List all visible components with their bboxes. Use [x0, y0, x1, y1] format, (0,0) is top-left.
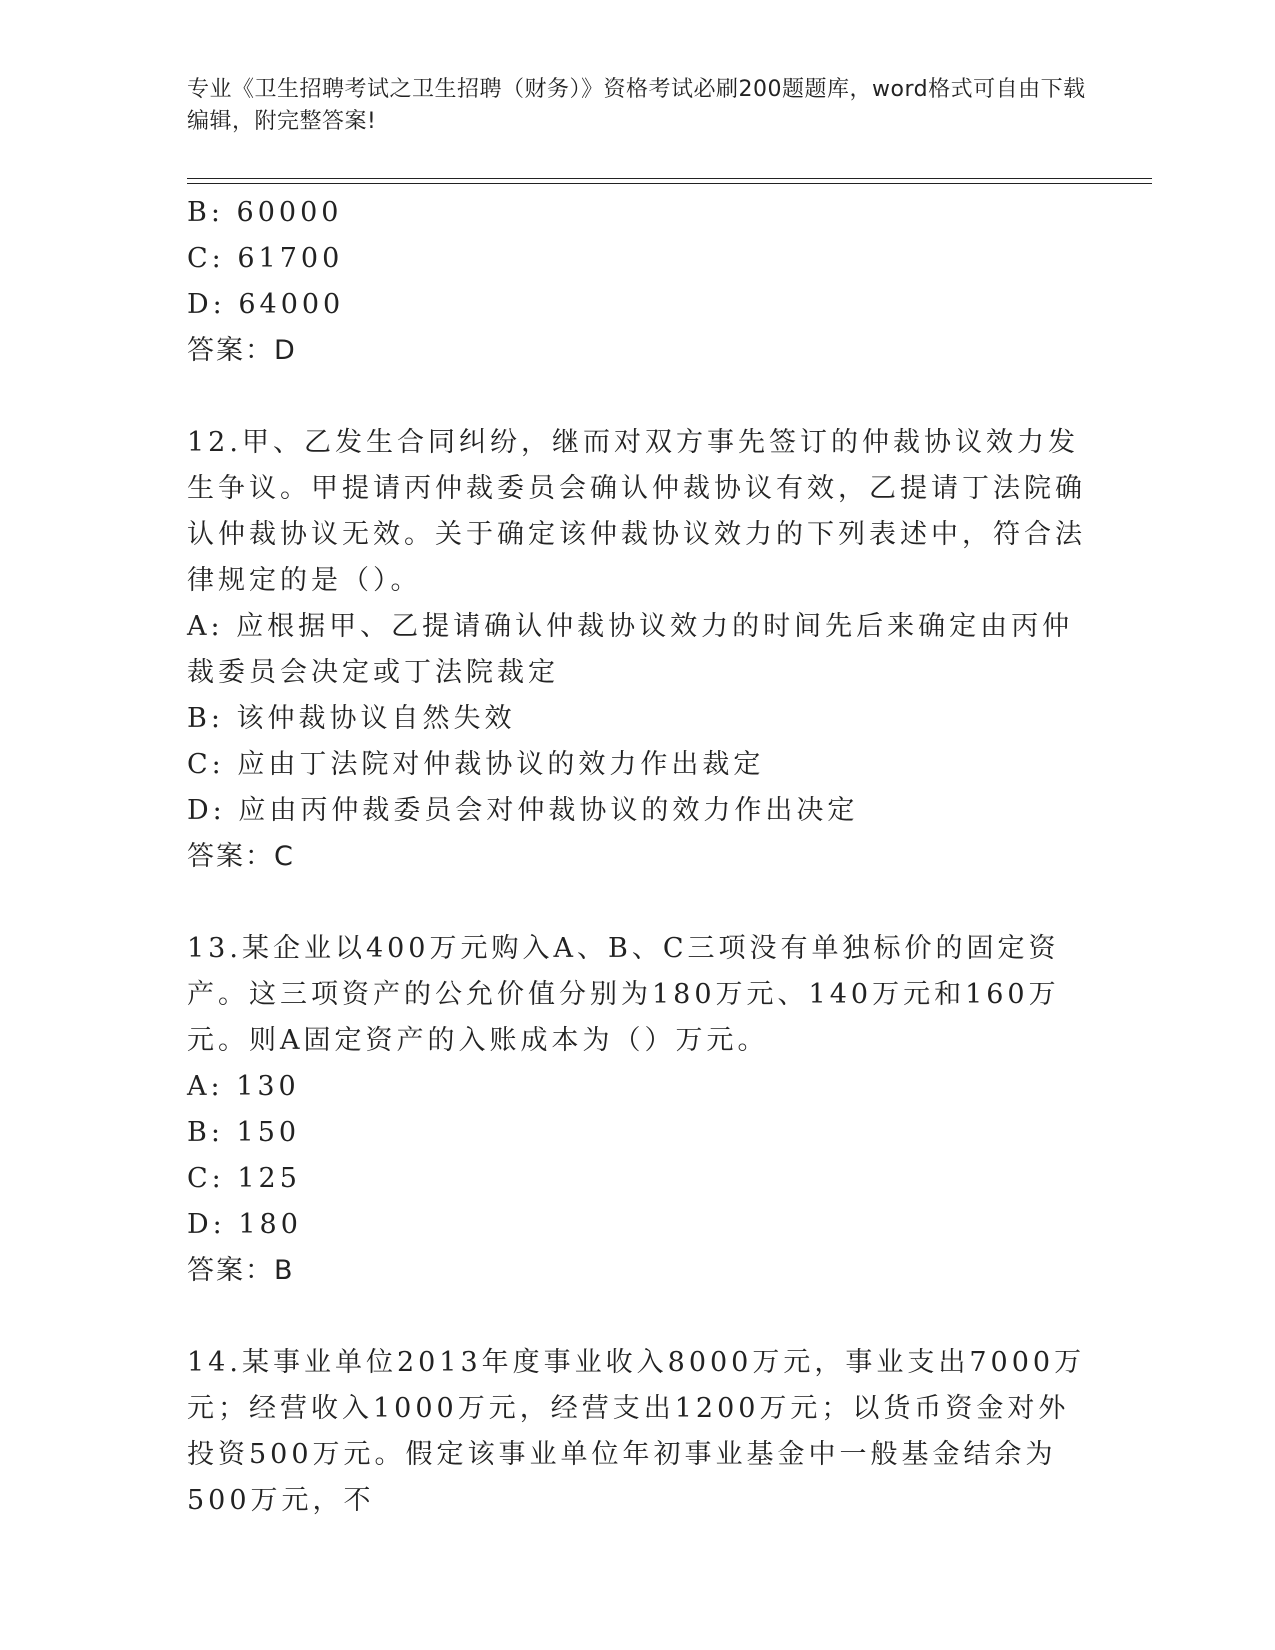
option-text: 61700	[237, 243, 344, 274]
option-b: B: 60000	[187, 197, 343, 228]
option-c: C: 125	[187, 1163, 301, 1194]
option-text: 应由丁法院对仲裁协议的效力作出裁定	[237, 749, 765, 780]
option-label: A	[187, 1071, 211, 1102]
answer-line: 答案：C	[187, 841, 295, 872]
option-text: 应根据甲、乙提请确认仲裁协议效力的时间先后来确定由丙仲裁委员会决定或丁法院裁定	[187, 611, 1074, 688]
page-header-title: 专业《卫生招聘考试之卫生招聘（财务）》资格考试必刷200题题库，word格式可自由下载编辑，附完整答案!	[187, 77, 1086, 134]
option-text: 应由丙仲裁委员会对仲裁协议的效力作出决定	[238, 795, 859, 826]
option-text: 该仲裁协议自然失效	[236, 703, 516, 734]
option-c: C: 61700	[187, 243, 344, 274]
option-text: 60000	[236, 197, 343, 228]
answer-line: 答案：B	[187, 1255, 295, 1286]
question-12-text: 12.甲、乙发生合同纠纷，继而对双方事先签订的仲裁协议效力发生争议。甲提请丙仲裁委员会确认仲裁协议有效，乙提请丁法院确认仲裁协议无效。关于确定该仲裁协议效力的下列表述中，符合法律规定的是（）。	[187, 427, 1086, 596]
option-label: B	[187, 197, 211, 228]
option-c: C: 应由丁法院对仲裁协议的效力作出裁定	[187, 749, 765, 780]
option-label: C	[187, 1163, 212, 1194]
option-text: 64000	[238, 289, 345, 320]
option-label: D	[187, 795, 213, 826]
option-d: D: 180	[187, 1209, 302, 1240]
option-label: D	[187, 289, 213, 320]
option-b: B: 150	[187, 1117, 301, 1148]
header-rule-bottom	[187, 183, 1152, 184]
option-a: A: 130	[187, 1071, 300, 1102]
option-label: D	[187, 1209, 213, 1240]
question-14-text: 14.某事业单位2013年度事业收入8000万元，事业支出7000万元；经营收入1000万元，经营支出1200万元；以货币资金对外投资500万元。假定该事业单位年初事业基金中一般基金结余为500万元，不	[187, 1347, 1086, 1516]
question-13-text: 13.某企业以400万元购入A、B、C三项没有单独标价的固定资产。这三项资产的公允价值分别为180万元、140万元和160万元。则A固定资产的入账成本为（）万元。	[187, 933, 1060, 1056]
option-d: D: 64000	[187, 289, 345, 320]
option-label: B	[187, 1117, 211, 1148]
answer-line: 答案：D	[187, 335, 297, 366]
option-text: 130	[236, 1071, 300, 1102]
option-label: C	[187, 243, 212, 274]
option-text: 125	[237, 1163, 301, 1194]
option-d: D: 应由丙仲裁委员会对仲裁协议的效力作出决定	[187, 795, 859, 826]
option-text: 180	[238, 1209, 302, 1240]
header-rule-top	[187, 178, 1152, 179]
document-body	[187, 190, 1087, 1524]
option-label: B	[187, 703, 211, 734]
option-b: B: 该仲裁协议自然失效	[187, 703, 516, 734]
option-a: A: 应根据甲、乙提请确认仲裁协议效力的时间先后来确定由丙仲裁委员会决定或丁法院裁定	[187, 611, 1074, 688]
option-label: C	[187, 749, 212, 780]
option-label: A	[187, 611, 211, 642]
option-text: 150	[236, 1117, 301, 1148]
prev-question-options	[187, 190, 1087, 328]
